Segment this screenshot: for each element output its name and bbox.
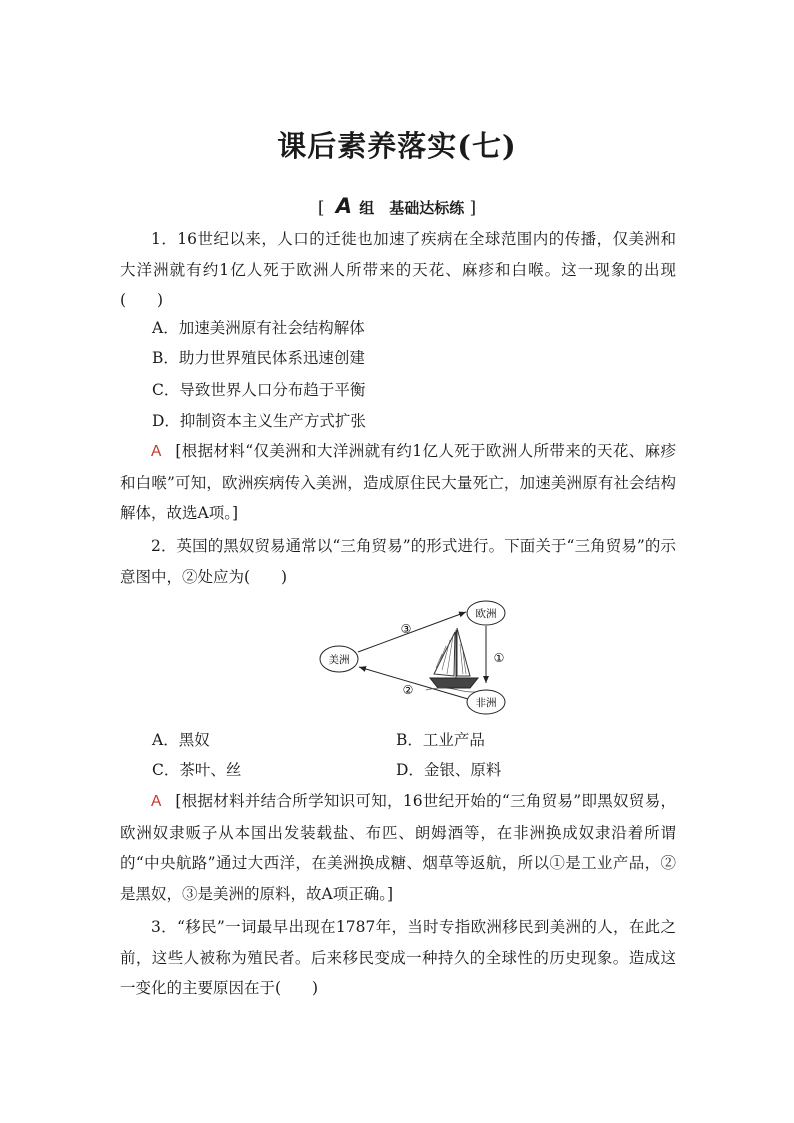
label-two: ②: [402, 683, 414, 697]
question-2-answer: A: [151, 793, 162, 810]
node-america: [320, 646, 358, 672]
node-europe: [467, 601, 505, 625]
question-2-option-c: C．茶叶、丝: [152, 761, 242, 779]
section-label: 组 基础达标练: [359, 199, 465, 217]
question-1-explanation: [120, 436, 676, 529]
triangle-trade-svg: [318, 596, 508, 720]
sailboat-icon: [426, 628, 488, 692]
question-2-option-d: D．金银、原料: [396, 761, 502, 779]
label-one: ①: [493, 651, 505, 665]
question-2-option-a: A．黑奴: [152, 731, 210, 749]
question-1-analysis: [根据材料“仅美洲和大洋洲就有约1亿人死于欧洲人所带来的天花、麻疹和白喉”可知，欧洲疾病传入美洲，造成原住民大量死亡，加速美洲原有社会结构解体，故选A项。]: [120, 442, 676, 522]
node-america-label: 美洲: [328, 654, 350, 666]
question-2-explanation: [120, 786, 676, 909]
question-3-stem: 3．“移民”一词最早出现在1787年，当时专指欧洲移民到美洲的人，在此之前，这些人被称为殖民者。后来移民变成一种持久的全球性的历史现象。造成这一变化的主要原因在于( ): [120, 918, 676, 997]
page-title: 课后素养落实(七): [277, 129, 517, 163]
question-1-option-d: D．抑制资本主义生产方式扩张: [152, 412, 366, 430]
question-2-analysis: [根据材料并结合所学知识可知，16世纪开始的“三角贸易”即黑奴贸易，欧洲奴隶贩子从本国出发装载盐、布匹、朗姆酒等，在非洲换成奴隶沿着所谓的“中央航路”通过大西洋，在美洲换成糖、烟草等返航，所以①是工业产品，②是黑奴，③是美洲的原料，故A项正确。]: [120, 792, 676, 903]
question-2-stem: 2．英国的黑奴贸易通常以“三角贸易”的形式进行。下面关于“三角贸易”的示意图中，②处应为( ): [120, 537, 676, 586]
section-bracket-close: ]: [469, 198, 477, 218]
question-1-option-b: B．助力世界殖民体系迅速创建: [152, 349, 365, 367]
question-1-stem: 1．16世纪以来，人口的迁徙也加速了疾病在全球范围内的传播，仅美洲和大洋洲就有约1亿人死于欧洲人所带来的天花、麻疹和白喉。这一现象的出现( ): [120, 230, 676, 309]
triangle-trade-diagram: [318, 596, 508, 720]
question-2-option-b: B．工业产品: [396, 731, 485, 749]
node-africa: [467, 690, 505, 714]
question-1-option-a: A．加速美洲原有社会结构解体: [152, 319, 365, 337]
node-europe-label: 欧洲: [475, 608, 497, 620]
node-africa-label: 非洲: [475, 697, 497, 709]
section-letter: A: [335, 194, 352, 218]
question-1-answer: A: [151, 443, 162, 460]
question-1-option-c: C．导致世界人口分布趋于平衡: [152, 381, 366, 399]
label-three: ③: [400, 622, 412, 636]
section-bracket-open: [: [317, 198, 325, 218]
section-heading: [0, 194, 794, 218]
